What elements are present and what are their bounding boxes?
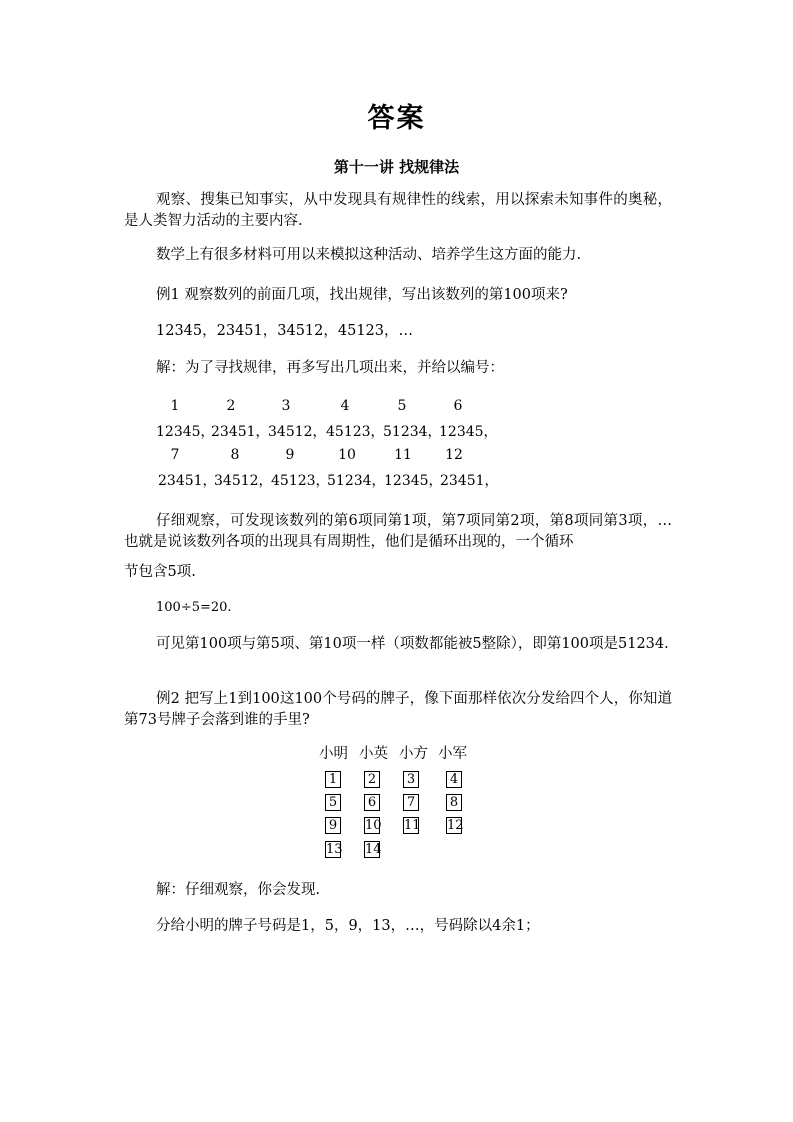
xiaoming-paragraph: 分给小明的牌子号码是1，5，9，13，…，号码除以4余1； [156,918,540,934]
term-value: 45123， [326,424,385,440]
division-line: 100÷5=20. [156,600,232,615]
conclusion-paragraph: 可见第100项与第5项、第10项一样（项数都能被5整除），即第100项是51234. [156,636,669,652]
term-number: 5 [397,398,407,414]
person-name: 小英 [359,746,388,762]
number-card: 2 [364,771,380,788]
term-value: 23451， [211,424,270,440]
person-name: 小方 [399,746,428,762]
term-number: 11 [394,447,412,463]
page-title: 答案 [367,103,426,134]
number-card: 9 [325,817,341,834]
term-number: 1 [170,398,180,414]
number-card: 13 [326,842,343,857]
term-value: 23451， [440,473,499,489]
number-card: 11 [404,818,421,833]
person-name: 小军 [438,746,467,762]
intro-paragraph: 观察、搜集已知事实，从中发现具有规律性的线索，用以探索未知事件的奥秘，是人类智力活动的主要内容. [124,192,672,229]
term-number: 2 [226,398,236,414]
number-card: 1 [325,771,341,788]
number-card: 4 [446,771,462,788]
math-paragraph: 数学上有很多材料可用以来模拟这种活动、培养学生这方面的能力. [156,247,582,263]
sequence-line: 12345，23451，34512，45123，… [156,323,414,339]
observation-paragraph: 仔细观察，可发现该数列的第6项同第1项，第7项同第2项，第8项同第3项，…也就是说该数列各项的出现具有周期性，他们是循环出现的，一个循环 [124,513,672,550]
term-value: 51234， [327,473,386,489]
number-card: 6 [364,794,380,811]
term-number: 4 [340,398,350,414]
term-number: 9 [285,447,295,463]
number-card: 10 [365,818,382,833]
term-number: 6 [453,398,463,414]
term-value: 12345， [439,424,498,440]
solution1-paragraph: 解：为了寻找规律，再多写出几项出来，并给以编号： [156,360,504,376]
term-number: 12 [445,447,463,463]
lesson-title: 第十一讲 找规律法 [333,158,460,176]
solution2-paragraph: 解：仔细观察，你会发现. [156,882,321,898]
term-value: 51234， [383,424,442,440]
term-number: 8 [230,447,240,463]
number-card: 3 [403,771,419,788]
number-card: 14 [365,842,382,857]
term-number: 10 [338,447,356,463]
person-name: 小明 [319,746,348,762]
term-value: 23451， [158,473,217,489]
term-number: 3 [281,398,291,414]
number-card: 5 [325,794,341,811]
example1-question: 例1 观察数列的前面几项，找出规律，写出该数列的第100项来? [156,287,568,303]
term-value: 34512， [268,424,327,440]
observation-paragraph-end: 节包含5项. [124,564,196,580]
number-card: 8 [446,794,462,811]
term-value: 45123， [271,473,330,489]
term-value: 34512， [214,473,273,489]
term-number: 7 [170,447,180,463]
term-value: 12345， [156,424,215,440]
term-value: 12345， [384,473,443,489]
number-card: 7 [403,794,419,811]
number-card: 12 [447,818,464,833]
example2-question: 例2 把写上1到100这100个号码的牌子，像下面那样依次分发给四个人，你知道第73号牌子会落到谁的手里? [124,691,672,728]
